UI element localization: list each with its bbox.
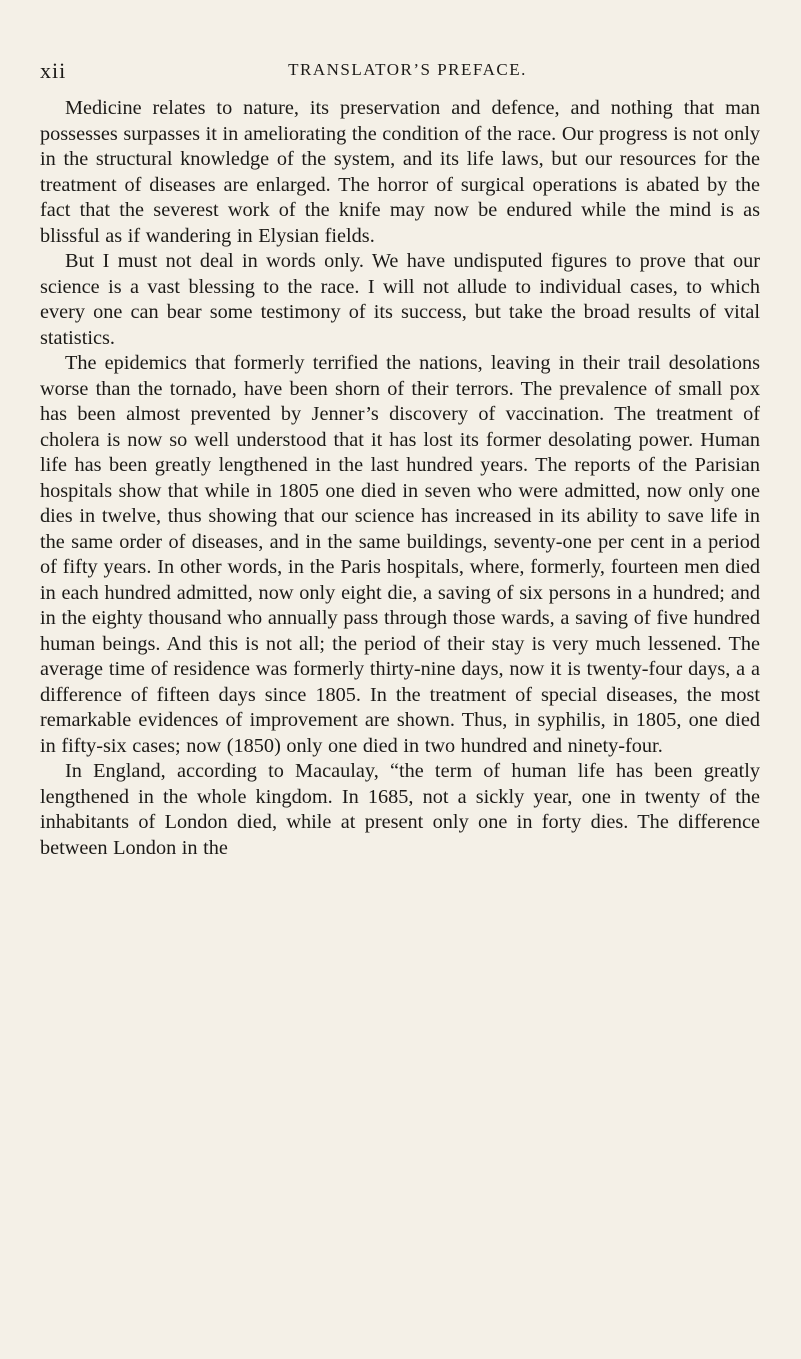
page-header [40,58,775,88]
page-number: xii [40,58,67,83]
paragraph-epidemics: The epidemics that formerly terrified the nations, leaving in their trail desolations worse than the tornado, have been shorn of their terrors. The prevalence of small pox has been almost prevented by Jenner’s discovery of vaccination. The treatment of cholera is now so well understood that it has lost its former desolating power. Human life has been greatly lengthened in the last hundred years. The reports of the Parisian hospitals show that while in 1805 one died in seven who were admitted, now only one dies in twelve, thus showing that our science has increased in its ability to save life in the same order of diseases, and in the same buildings, seventy-one per cent in a period of fifty years. In other words, in the Paris hospitals, where, formerly, fourteen men died in each hundred admitted, now only eight die, a saving of six persons in a hundred; and in the eighty thousand who annually pass through those wards, a saving of five hundred human beings. And this is not all; the period of their stay is very much lessened. The average time of residence was formerly thirty-nine days, now it is twenty-four days, a a difference of fifteen days since 1805. In the treatment of special diseases, the most remarkable evidences of improvement are shown. Thus, in syphilis, in 1805, one died in fifty-six cases; now (1850) only one died in two hundred and ninety-four. [40,352,760,757]
paragraph-medicine: Medicine relates to nature, its preservation and defence, and nothing that man possesses surpasses it in ameliorating the condition of the race. Our progress is not only in the structural knowledge of the system, and its life laws, but our resources for the treatment of diseases are enlarged. The horror of surgical operations is abated by the fact that the severest work of the knife may now be endured while the mind is as blissful as if wandering in Elysian fields. [40,97,760,247]
paragraph-figures: But I must not deal in words only. We have undisputed figures to prove that our science is a vast blessing to the race. I will not allude to individual cases, to which every one can bear some testimony of its success, but take the broad results of vital statistics. [40,250,760,349]
running-head: TRANSLATOR’S PREFACE. [288,60,527,79]
body-text [40,96,760,861]
paragraph-england: In England, according to Macaulay, “the term of human life has been greatly lengthened in the whole kingdom. In 1685, not a sickly year, one in twenty of the inhabitants of London died, while at present only one in forty dies. The difference between London in the [40,760,760,859]
